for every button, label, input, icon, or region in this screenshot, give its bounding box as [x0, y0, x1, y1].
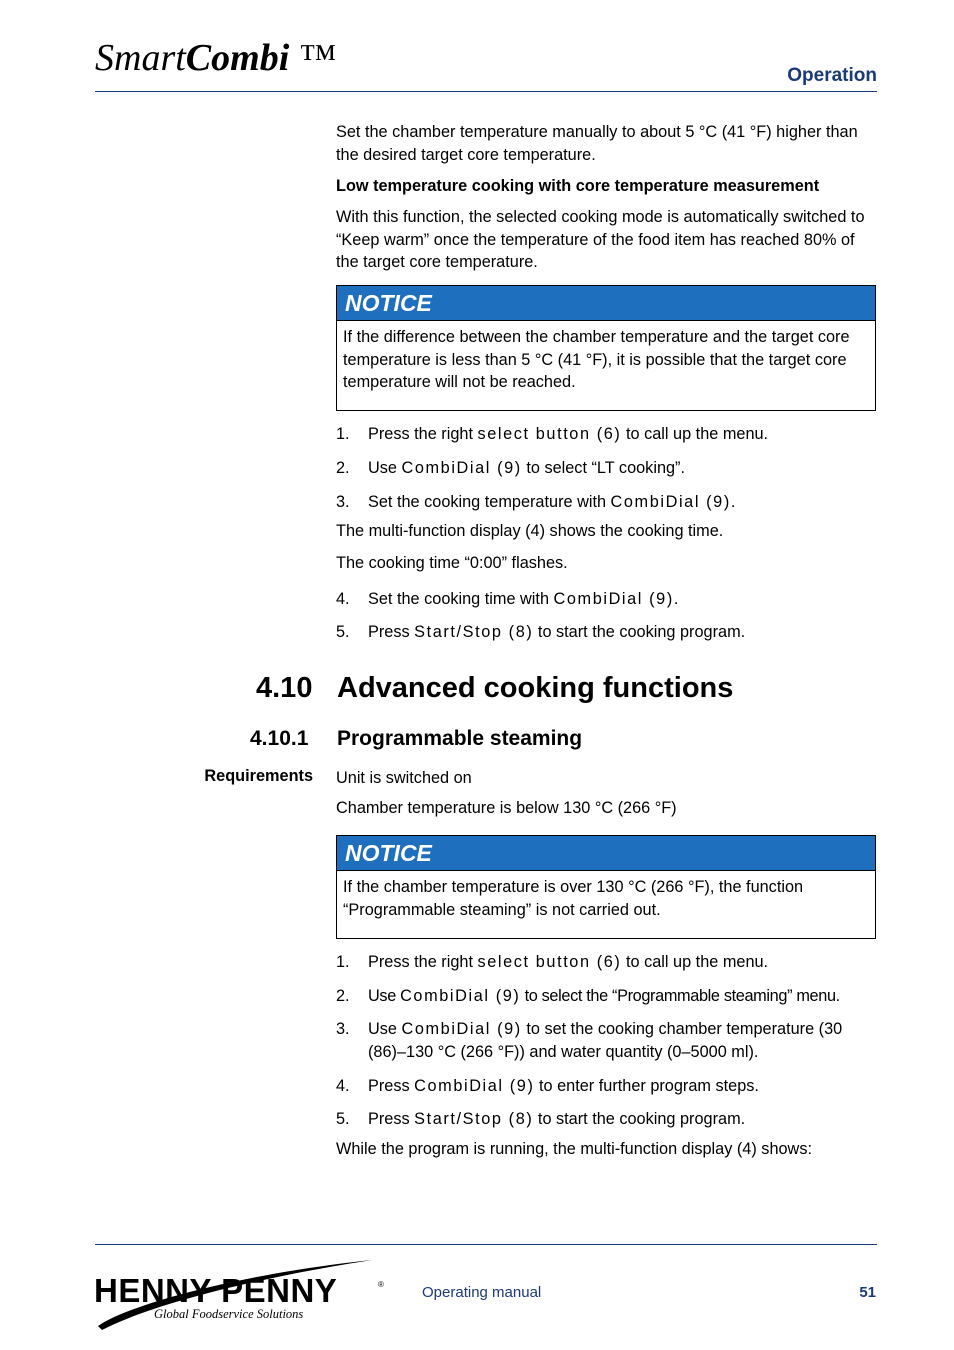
list-item: 4. Set the cooking time with CombiDial (9). [336, 590, 680, 608]
logo-wordmark: HENNY PENNY [94, 1272, 338, 1309]
list-item: 5. Press Start/Stop (8) to start the cooking program. [336, 623, 746, 641]
intro-paragraph: Set the chamber temperature manually to about 5 °C (41 °F) higher than the desired target core temperature. [336, 123, 858, 164]
notice-title: NOTICE [337, 286, 875, 321]
header-rule [95, 91, 877, 92]
flash-note: The cooking time “0:00” flashes. [336, 554, 568, 572]
logo-registered: ® [378, 1280, 384, 1289]
lt-heading: Low temperature cooking with core temperature measurement [336, 177, 820, 195]
list-item: 2. Use CombiDial (9) to select the “Programmable steaming” menu. [336, 987, 840, 1005]
notice-title: NOTICE [337, 836, 875, 871]
list-item: 4. Press CombiDial (9) to enter further program steps. [336, 1077, 759, 1095]
notice-body: If the difference between the chamber temperature and the target core temperature is less than 5 °C (41 °F), it is possible that the target core temperature will not be reached. [343, 328, 850, 391]
footer-rule [95, 1244, 877, 1245]
notice-box [336, 835, 876, 939]
list-item: 3. Use CombiDial (9) to set the cooking chamber temperature (30 (86)–130 °C (266 °F)) and water quantity (0–5000 ml). [336, 1020, 843, 1061]
list-item: 1. Press the right select button (6) to call up the menu. [336, 953, 769, 971]
logo-tagline: Global Foodservice Solutions [154, 1307, 304, 1321]
list-item: 5. Press Start/Stop (8) to start the cooking program. [336, 1110, 746, 1128]
list-item: 2. Use CombiDial (9) to select “LT cooking”. [336, 459, 685, 477]
henny-penny-logo [90, 1254, 400, 1334]
section-heading: 4.10 Advanced cooking functions [256, 672, 734, 704]
notice-body: If the chamber temperature is over 130 °C (266 °F), the function “Programmable steaming” is not carried out. [343, 878, 804, 919]
subsection-heading: 4.10.1 Programmable steaming [250, 727, 583, 750]
list-item: 1. Press the right select button (6) to call up the menu. [336, 425, 769, 443]
requirement-item: Unit is switched on [336, 769, 472, 787]
lt-description: With this function, the selected cooking mode is automatically switched to “Keep warm” once the temperature of the food item has reached 80% of the target core temperature. [336, 208, 865, 271]
brand-title: SmartCombi ™ [95, 37, 337, 79]
list-item: 3. Set the cooking temperature with CombiDial (9). [336, 493, 737, 511]
page-number: 51 [859, 1284, 876, 1301]
requirements-label: Requirements [204, 767, 313, 785]
footer-manual: Operating manual [422, 1284, 542, 1301]
requirement-item: Chamber temperature is below 130 °C (266 °F) [336, 799, 677, 817]
closing-paragraph: While the program is running, the multi-function display (4) shows: [336, 1140, 812, 1158]
section-header: Operation [787, 65, 877, 86]
notice-box [336, 285, 876, 411]
display-note: The multi-function display (4) shows the cooking time. [336, 522, 724, 540]
